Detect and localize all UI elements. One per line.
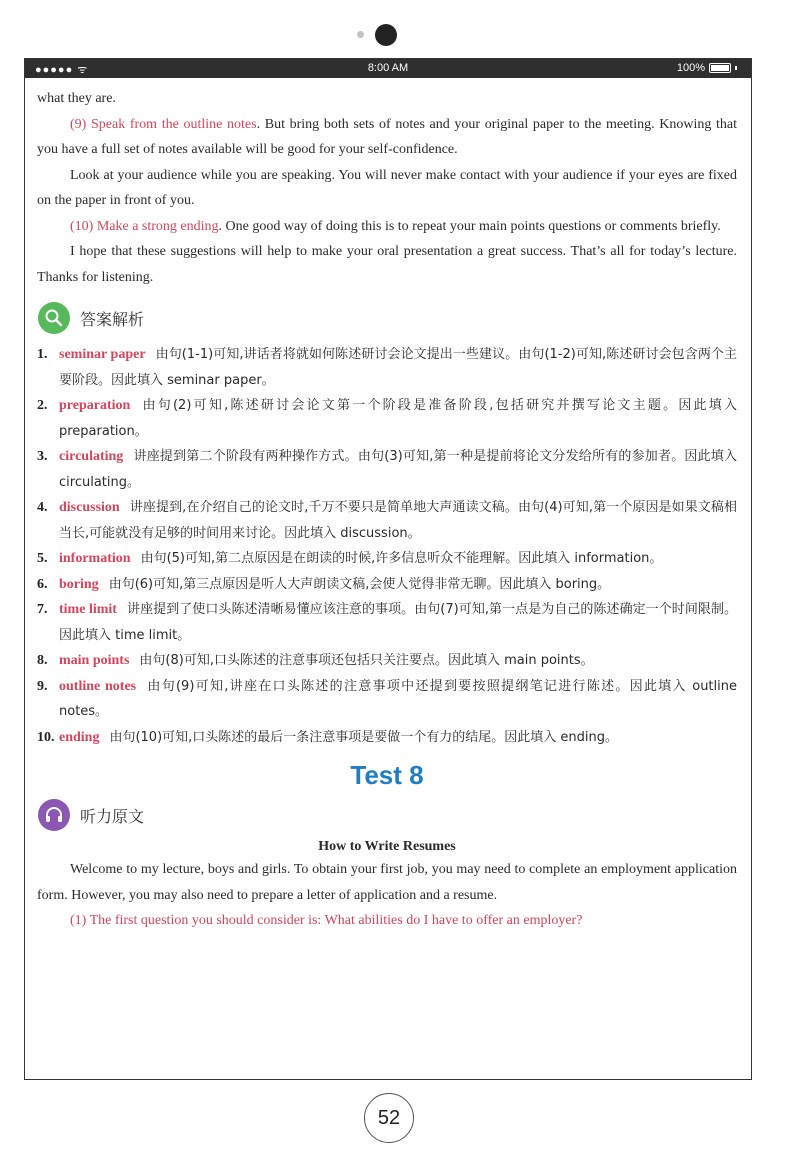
answer-explanation: 讲座提到,在介绍自己的论文时,千万不要只是简单地大声通读文稿。由句(4)可知,第一个原因是如果文稿相当长,可能就没有足够的时间用来讨论。因此填入 discussion。: [59, 500, 737, 541]
answer-item: [37, 648, 737, 674]
answer-item: [37, 495, 737, 546]
answer-keyword: preparation: [59, 398, 131, 413]
answer-number: 5.: [37, 551, 48, 566]
article-paragraph: [37, 908, 737, 934]
answer-keyword: discussion: [59, 500, 120, 515]
answer-number: 10.: [37, 729, 55, 745]
answer-explanation: 由句(10)可知,口头陈述的最后一条注意事项是要做一个有力的结尾。因此填入 ending。: [109, 729, 619, 745]
passage-highlight: (10) Make a strong ending: [70, 218, 219, 234]
answer-keyword: outline notes: [59, 678, 137, 694]
answer-item: [37, 393, 737, 444]
answer-number: 7.: [37, 602, 48, 617]
answer-list: [37, 342, 737, 750]
answer-explanation: 讲座提到了使口头陈述清晰易懂应该注意的事项。由句(7)可知,第一点是为自己的陈述确定一个时间限制。因此填入 time limit。: [59, 602, 737, 643]
answer-number: 6.: [37, 576, 48, 592]
answer-explanation: 由句(5)可知,第二点原因是在朗读的时候,许多信息听众不能理解。因此填入 information。: [140, 551, 663, 566]
clock: 8:00 AM: [367, 62, 409, 74]
answer-explanation: 由句(6)可知,第三点原因是听人大声朗读文稿,会使人觉得非常无聊。因此填入 boring。: [108, 576, 611, 592]
page-number: 52: [364, 1093, 414, 1143]
answer-keyword: time limit: [59, 602, 117, 617]
answer-number: 3.: [37, 449, 48, 464]
battery-icon: [709, 63, 731, 73]
answer-keyword: seminar paper: [59, 347, 146, 362]
article-title: How to Write Resumes: [318, 839, 456, 854]
answer-number: 1.: [37, 347, 48, 362]
headphones-icon: [38, 799, 70, 831]
camera-lens: [375, 24, 397, 46]
answer-number: 4.: [37, 500, 48, 515]
listening-section-title: 听力原文: [80, 806, 145, 826]
answer-item: [37, 444, 737, 495]
answer-explanation: 由句(9)可知,讲座在口头陈述的注意事项中还提到要按照提纲笔记进行陈述。因此填入 outline notes。: [59, 678, 737, 719]
answer-keyword: ending: [59, 729, 100, 745]
answer-keyword: main points: [59, 653, 130, 668]
answer-item: [37, 674, 737, 725]
answer-explanation: 由句(1-1)可知,讲话者将就如何陈述研讨会论文提出一些建议。由句(1-2)可知,陈述研讨会包含两个主要阶段。因此填入 seminar paper。: [59, 347, 737, 388]
search-icon: [38, 302, 70, 334]
answer-keyword: information: [59, 551, 131, 566]
answer-section-title: 答案解析: [80, 309, 145, 329]
answer-item: [37, 725, 737, 751]
listening-section-header: [38, 798, 737, 832]
article-highlight: (1) The first question you should consider is: What abilities do I have to offer an employer?: [70, 913, 583, 928]
answer-item: [37, 546, 737, 572]
battery-status: [677, 62, 737, 74]
answer-keyword: circulating: [59, 449, 124, 464]
page-content: [37, 86, 737, 934]
passage-paragraph: Look at your audience while you are speaking. You will never make contact with your audience if your eyes are fixed on the paper in front of you.: [37, 167, 737, 208]
answer-item: [37, 572, 737, 598]
passage-paragraph: I hope that these suggestions will help to make your oral presentation a great success. That’s all for today’s lecture. Thanks for listening.: [37, 244, 737, 285]
answer-item: [37, 597, 737, 648]
battery-percent: 100%: [676, 62, 705, 74]
answer-explanation: 讲座提到第二个阶段有两种操作方式。由句(3)可知,第一种是提前将论文分发给所有的参加者。因此填入 circulating。: [59, 449, 737, 490]
answer-item: [37, 342, 737, 393]
passage-highlight: (9) Speak from the outline notes: [70, 116, 257, 132]
answer-explanation: 由句(8)可知,口头陈述的注意事项还包括只关注要点。因此填入 main points。: [139, 653, 594, 668]
signal-indicator: ●●●●● ᯤ: [35, 64, 89, 76]
answer-number: 9.: [37, 678, 48, 694]
status-bar: [25, 59, 751, 78]
passage-paragraph: (9) Speak from the outline notes. But bring both sets of notes and your original paper to the meeting. Knowing that you have a full set of notes available will be good for your self-confidence.: [37, 116, 737, 157]
answer-explanation: 由句(2)可知,陈述研讨会论文第一个阶段是准备阶段,包括研究并撰写论文主题。因此填入 preparation。: [59, 398, 737, 439]
passage-paragraph: (10) Make a strong ending. One good way of doing this is to repeat your main points questions or comments briefly.: [70, 218, 721, 234]
test-title: Test 8: [350, 760, 424, 790]
answer-number: 8.: [37, 653, 48, 668]
battery-tip: [735, 66, 737, 70]
article-paragraph: Welcome to my lecture, boys and girls. To obtain your first job, you may need to complete an employment application form. However, you may also need to prepare a letter of application and a resume.: [37, 862, 737, 903]
passage-paragraph: what they are.: [37, 91, 116, 106]
answer-keyword: boring: [59, 576, 99, 592]
answer-section-header: [38, 301, 737, 335]
answer-number: 2.: [37, 398, 48, 413]
tablet-screen: [24, 58, 752, 1080]
camera-dot-small: [357, 31, 364, 38]
